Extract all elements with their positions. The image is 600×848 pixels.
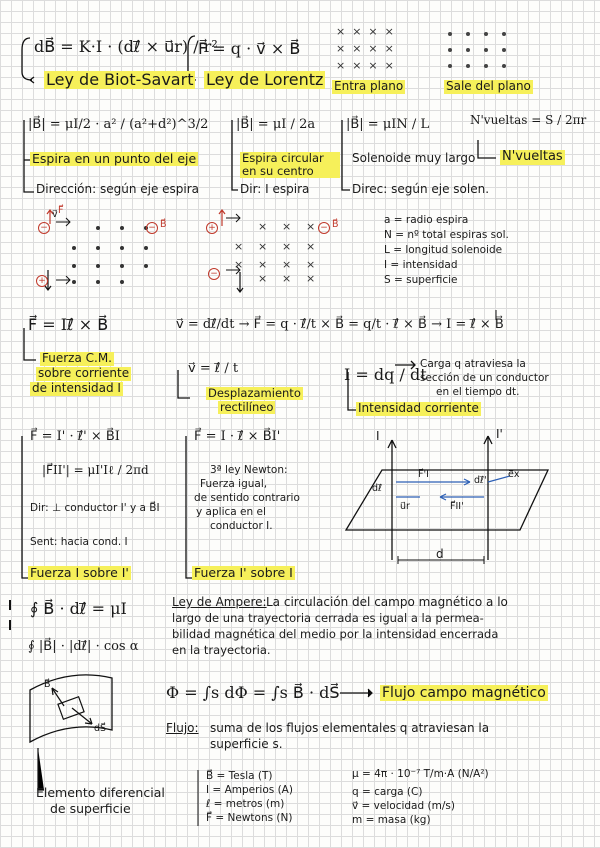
intensidad-label: Intensidad corriente xyxy=(358,401,479,415)
espira-centro-equation: |B⃗| = μI / 2a xyxy=(236,117,316,132)
fuerza-direction: Dir: ⊥ conductor I' y a B⃗I xyxy=(30,502,160,514)
ampere-text-2: largo de una trayectoria cerrada es igual a la permea- xyxy=(172,611,484,625)
newton-note-3: de sentido contrario xyxy=(194,492,300,504)
fuerza-cm-label-2: sobre corriente xyxy=(38,366,130,380)
fuerza-magnitude-equation: |F⃗II'| = μI'Iℓ / 2πd xyxy=(42,463,149,477)
lorentz-equation: F⃗ = q · v⃗ × B⃗ xyxy=(198,39,301,58)
fuerza-cm-label-3: de intensidad I xyxy=(32,381,121,395)
intensidad-note-1: Carga q atraviesa la xyxy=(420,358,526,370)
ampere-magnitude-equation: ∮ |B⃗| · |dℓ⃗| · cos α xyxy=(28,639,139,654)
legend-item: I = intensidad xyxy=(384,259,458,271)
figure-dlp-label: dℓ⃗' xyxy=(474,475,487,486)
ampere-text-1: La circulación del campo magnético a lo xyxy=(266,595,508,609)
fuerza-i-sobre-ip-equation: F⃗ = I' · ℓ⃗' × B⃗I xyxy=(30,429,120,444)
sale-plano-label: Sale del plano xyxy=(446,79,531,93)
figure-d-label: d xyxy=(436,547,444,561)
velocity-vector-label: v⃗ xyxy=(52,209,58,220)
solenoide-direction: Direc: según eje solen. xyxy=(352,182,490,196)
lorentz-label: Ley de Lorentz xyxy=(206,70,324,89)
solenoide-label: Solenoide muy largo xyxy=(352,151,476,165)
figure-ur-label: u⃗r xyxy=(400,501,410,512)
fuerza-cm-equation: F⃗ = Iℓ⃗ × B⃗ xyxy=(28,315,109,334)
espira-centro-direction: Dir: I espira xyxy=(240,182,310,196)
desplazamiento-label-1: Desplazamiento xyxy=(208,386,301,400)
espira-eje-label: Espira en un punto del eje xyxy=(32,151,197,166)
force-vector-label: F⃗ xyxy=(58,205,64,216)
legend-item: S = superficie xyxy=(384,274,458,286)
fuerza-i-sobre-ip-label: Fuerza I sobre I' xyxy=(30,565,129,580)
b-vector-label-1: B⃗ xyxy=(160,219,167,230)
fuerza-cm-label-1: Fuerza C.M. xyxy=(42,351,112,365)
figure-fii-label: F⃗II' xyxy=(450,501,464,512)
figure-ip-label: I' xyxy=(496,427,503,441)
velocity-rectilinear-equation: v⃗ = ℓ⃗ / t xyxy=(188,361,239,376)
intensidad-note-3: en el tiempo dt. xyxy=(436,386,520,398)
flujo-text-1: suma de los flujos elementales q atraviesan la xyxy=(210,721,490,735)
flujo-title: Flujo: xyxy=(166,721,199,735)
ampere-text-3: bilidad magnética del medio por la intensidad encerrada xyxy=(172,627,499,641)
figure-fi-label: F⃗'I xyxy=(418,469,429,480)
unit-item: F⃗ = Newtons (N) xyxy=(206,812,293,824)
figure-i-label: I xyxy=(376,429,380,443)
unit-item: ℓ = metros (m) xyxy=(206,798,285,810)
legend-item: L = longitud solenoide xyxy=(384,244,503,256)
n-vueltas-label: N'vueltas xyxy=(502,149,563,164)
flujo-text-2: superficie s. xyxy=(210,737,283,751)
n-vueltas-equation: N'vueltas = S / 2πr xyxy=(470,113,587,127)
flux-equation: Φ = ∫s dΦ = ∫s B⃗ · dS⃗ xyxy=(166,683,340,702)
elemento-diferencial-label-1: Elemento diferencial xyxy=(36,785,165,800)
espira-centro-label: Espira circular en su centro xyxy=(240,152,340,178)
flux-fig-ds-label: dS⃗ xyxy=(94,723,107,734)
newton-note-2: Fuerza igual, xyxy=(200,478,268,490)
intensidad-equation: I = dq / dt xyxy=(344,365,427,384)
legend-item: a = radio espira xyxy=(384,214,469,226)
ampere-equation: ∮ B⃗ · dℓ⃗ = μI xyxy=(30,599,127,618)
flux-fig-b-label: B⃗ xyxy=(44,679,51,690)
newton-note-5: conductor I. xyxy=(210,520,273,532)
biot-savart-label: Ley de Biot-Savart xyxy=(46,70,194,89)
elemento-diferencial-label-2: de superficie xyxy=(50,801,131,816)
desplazamiento-label-2: rectilíneo xyxy=(220,400,274,414)
flux-label: Flujo campo magnético xyxy=(382,685,546,701)
legend-item: N = nº total espiras sol. xyxy=(384,229,509,241)
unit-item: I = Amperios (A) xyxy=(206,784,293,796)
ampere-title: Ley de Ampere: xyxy=(172,595,267,609)
biot-savart-equation: dB⃗ = K·I · (dℓ⃗ × u⃗r) / r² xyxy=(34,37,218,56)
unit-item: v⃗ = velocidad (m/s) xyxy=(352,800,455,812)
newton-note-1: 3ª ley Newton: xyxy=(210,464,288,476)
fuerza-ip-sobre-i-equation: F⃗ = I · ℓ⃗ × B⃗I' xyxy=(194,429,281,444)
figure-dl-label: dℓ⃗ xyxy=(372,483,382,494)
unit-item: μ = 4π · 10⁻⁷ T/m·A (N/A²) xyxy=(352,768,489,780)
fuerza-ip-sobre-i-label: Fuerza I' sobre I xyxy=(194,565,293,580)
unit-item: m = masa (kg) xyxy=(352,814,431,826)
unit-item: B⃗ = Tesla (T) xyxy=(206,770,273,782)
espira-eje-direction: Dirección: según eje espira xyxy=(36,182,200,196)
entra-plano-label: Entra plano xyxy=(334,79,404,93)
velocity-derivation-equation: v⃗ = dℓ⃗/dt → F⃗ = q · ℓ⃗/t × B⃗ = q/t · ℓ⃗ × B⃗ → I = ℓ⃗ × B⃗ xyxy=(176,317,504,332)
newton-note-4: y aplica en el xyxy=(196,506,266,518)
b-vector-label-2: B⃗ xyxy=(332,219,339,230)
intensidad-note-2: sección de un conductor xyxy=(420,372,549,384)
unit-item: q = carga (C) xyxy=(352,786,423,798)
solenoide-equation: |B⃗| = μIN / L xyxy=(346,117,430,132)
fuerza-sentido: Sent: hacia cond. I xyxy=(30,536,128,548)
figure-ex-label: e⃗x xyxy=(508,469,520,480)
ampere-text-4: en la trayectoria. xyxy=(172,643,271,657)
espira-eje-equation: |B⃗| = μI/2 · a² / (a²+d²)^3/2 xyxy=(28,117,209,132)
